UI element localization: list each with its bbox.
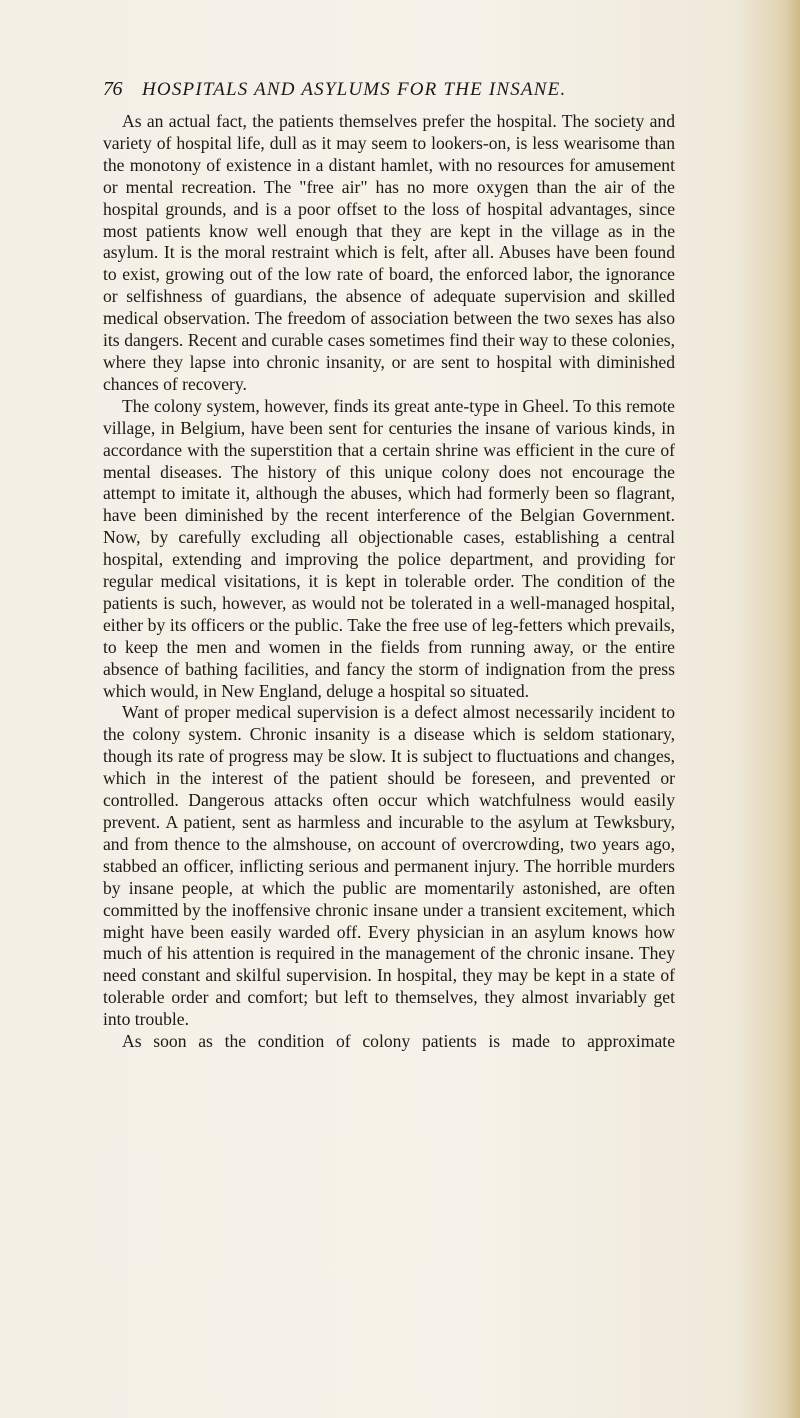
paragraph-1: As an actual fact, the patients themselves prefer the hospital. The society and variety of hospital life, dull as it may seem to lookers-on, is less wearisome than the monotony of existence in a distant hamlet, with no resources for amusement or mental recreation. The "free air" has no more oxygen than the air of the hospital grounds, and is a poor offset to the loss of hospital advantages, since most patients know well enough that they are kept in the village as in the asylum. It is the moral restraint which is felt, after all. Abuses have been found to exist, growing out of the low rate of board, the enforced labor, the ignorance or selfishness of guardians, the absence of adequate supervision and skilled medical observation. The freedom of association between the two sexes has also its dangers. Recent and curable cases sometimes find their way to these colonies, where they lapse into chronic insanity, or are sent to hospital with diminished chances of recovery. <box>103 111 675 394</box>
paragraph-2: The colony system, however, finds its great ante-type in Gheel. To this remote village, in Belgium, have been sent for centuries the insane of various kinds, in accordance with the superstition that a certain shrine was efficient in the cure of mental diseases. The history of this unique colony does not encourage the attempt to imitate it, although the abuses, which had formerly been so flagrant, have been diminished by the recent interference of the Belgian Government. Now, by carefully excluding all objectionable cases, establishing a central hospital, extending and improving the police department, and providing for regular medical visitations, it is kept in tolerable order. The condition of the patients is such, however, as would not be tolerated in a well-managed hospital, either by its officers or the public. Take the free use of leg-fetters which prevails, to keep the men and women in the fields from running away, or the entire absence of bathing facilities, and fancy the storm of indignation from the press which would, in New England, deluge a hospital so situated. <box>103 395 675 701</box>
running-head: HOSPITALS AND ASYLUMS FOR THE INSANE. <box>142 79 567 100</box>
page-edge-shadow <box>786 0 800 1418</box>
paragraph-4: As soon as the condition of colony patients is made to approximate <box>122 1031 675 1052</box>
page-number: 76 <box>103 78 122 100</box>
paragraph-3: Want of proper medical supervision is a defect almost necessarily incident to the colony system. Chronic insanity is a disease which is seldom stationary, though its rate of progress may be slow. It is subject to fluctuations and changes, which in the interest of the patient should be foreseen, and prevented or controlled. Dangerous attacks often occur which watchfulness would easily prevent. A patient, sent as harmless and incurable to the asylum at Tewksbury, and from thence to the almshouse, on account of overcrowding, two years ago, stabbed an officer, inflicting serious and permanent injury. The horrible murders by insane people, at which the public are momentarily astonished, are often committed by the inoffensive chronic insane under a transient excitement, which might have been easily warded off. Every physician in an asylum knows how much of his attention is required in the management of the chronic insane. They need constant and skilful supervision. In hospital, they may be kept in a state of tolerable order and comfort; but left to themselves, they almost invariably get into trouble. <box>103 702 675 1030</box>
page-header <box>103 78 703 102</box>
body-text <box>103 111 675 1053</box>
